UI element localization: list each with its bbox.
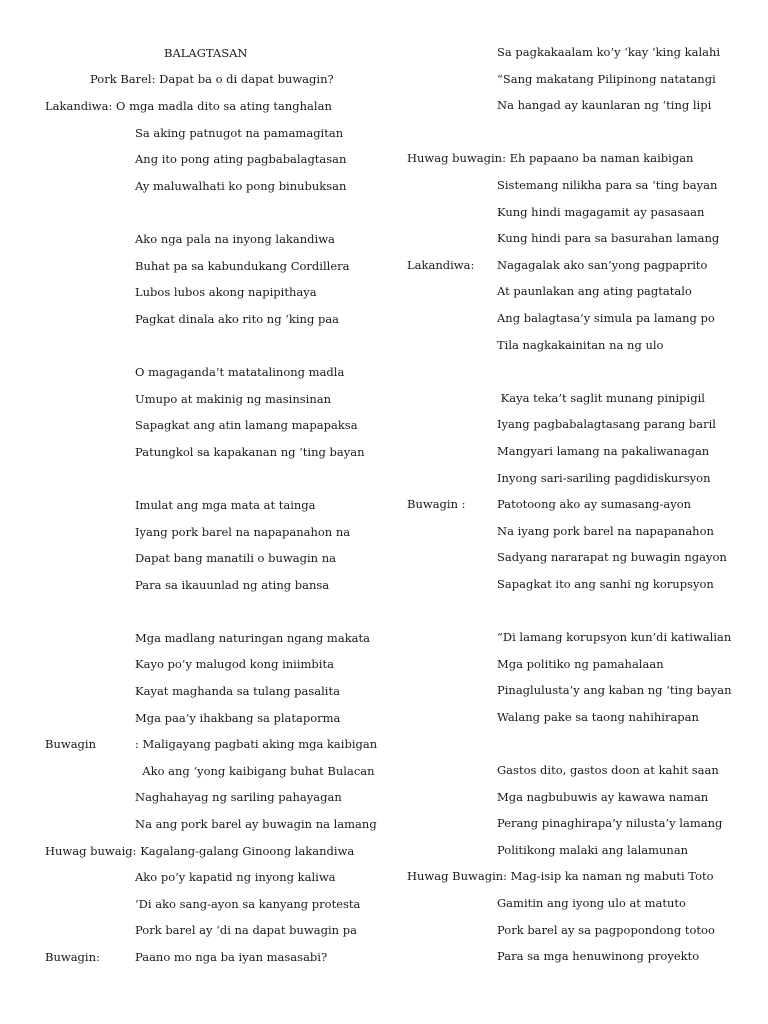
- verse-text: Ako nga pala na inyong lakandiwa: [135, 231, 335, 246]
- verse-text: Mga politiko ng pamahalaan: [497, 656, 664, 671]
- verse-line: [45, 578, 385, 605]
- verse-line: [45, 365, 385, 392]
- verse-line: [45, 817, 385, 844]
- verse-text: Sistemang nilikha para sa ‘ting bayan: [497, 177, 718, 192]
- verse-text: Sapagkat ito ang sanhi ng korupsyon: [497, 576, 714, 591]
- verse-text: Ang ito pong ating pagbabalagtasan: [135, 152, 347, 167]
- verse-text: Politikong malaki ang lalamunan: [497, 842, 689, 857]
- verse-text: Ako po’y kapatid ng inyong kaliwa: [135, 870, 336, 885]
- verse-text: Dapat bang manatili o buwagin na: [135, 551, 336, 566]
- verse-text: Mga madlang naturingan ngang makata: [135, 630, 370, 645]
- verse-text: Paano mo nga ba iyan masasabi?: [135, 950, 328, 964]
- verse-line: [45, 312, 385, 339]
- verse-text: Para sa ikauunlad ng ating bansa: [135, 577, 330, 592]
- speaker-label: Buwagin :: [407, 497, 466, 512]
- verse-line: [45, 205, 385, 232]
- verse-text: Kaya teka’t saglit munang pinipigil: [497, 390, 705, 405]
- left-column: [45, 99, 385, 977]
- document-subtitle: Pork Barel: Dapat ba o di dapat buwagin?: [90, 72, 334, 86]
- verse-text: Patotoong ako ay sumasang-ayon: [497, 497, 692, 512]
- verse-line: [45, 737, 385, 764]
- verse-line: [45, 764, 385, 791]
- verse-text: Ako ang ‘yong kaibigang buhat Bulacan: [135, 763, 375, 778]
- verse-line: [407, 577, 747, 604]
- verse-line: [45, 684, 385, 711]
- right-column: [407, 45, 747, 976]
- verse-line: [45, 232, 385, 259]
- verse-line: [407, 205, 747, 232]
- verse-line: [407, 923, 747, 950]
- verse-line: [45, 790, 385, 817]
- verse-line: [407, 364, 747, 391]
- speaker-label: Lakandiwa:: [407, 257, 475, 272]
- verse-text: Na hangad ay kaunlaran ng ‘ting lipi: [497, 98, 712, 113]
- verse-line: [407, 497, 747, 524]
- verse-line: [407, 444, 747, 471]
- verse-line: [407, 125, 747, 152]
- verse-text: Na ang pork barel ay buwagin na lamang: [135, 817, 377, 832]
- verse-line: [45, 604, 385, 631]
- verse-line: [45, 498, 385, 525]
- verse-text: “Di lamang korupsyon kun’di katiwalian: [497, 630, 732, 645]
- verse-text: “Sang makatang Pilipinong natatangi: [497, 71, 716, 86]
- verse-text: Mangyari lamang na pakaliwanagan: [497, 443, 710, 458]
- verse-text: Sa aking patnugot na pamamagitan: [135, 125, 344, 140]
- verse-line: [407, 417, 747, 444]
- verse-line: [45, 285, 385, 312]
- verse-line-inline: Huwag Buwagin: Mag-isip ka naman ng mabuti Toto: [407, 869, 714, 884]
- verse-text: Pork barel ay sa pagpopondong totoo: [497, 922, 715, 937]
- verse-text: Sadyang nararapat ng buwagin ngayon: [497, 550, 727, 565]
- verse-line: [45, 259, 385, 286]
- verse-line: [45, 525, 385, 552]
- verse-line-inline: Huwag buwagin: Eh papaano ba naman kaibigan: [407, 151, 694, 166]
- verse-line: [407, 683, 747, 710]
- verse-line: [45, 950, 385, 977]
- verse-text: ’Di ako sang-ayon sa kanyang protesta: [135, 896, 361, 911]
- document-title: BALAGTASAN: [164, 46, 248, 60]
- verse-line: [45, 870, 385, 897]
- verse-text: At paunlakan ang ating pagtatalo: [497, 284, 692, 299]
- verse-line: [45, 711, 385, 738]
- verse-line: [407, 178, 747, 205]
- verse-text: Pork barel ay ‘di na dapat buwagin pa: [135, 923, 357, 938]
- verse-text: Iyang pagbabalagtasang parang baril: [497, 417, 716, 432]
- verse-text: Ang balagtasa’y simula pa lamang po: [497, 310, 715, 325]
- verse-text: Mga paa’y ihakbang sa plataporma: [135, 710, 341, 725]
- verse-text: Perang pinaghirapa’y nilusta’y lamang: [497, 816, 723, 831]
- verse-line: [45, 152, 385, 179]
- verse-text: Ay maluwalhati ko pong binubuksan: [135, 178, 347, 193]
- verse-line: [407, 896, 747, 923]
- verse-text: Para sa mga henuwinong proyekto: [497, 949, 700, 964]
- verse-line: [407, 816, 747, 843]
- verse-line: [407, 843, 747, 870]
- verse-text: Buhat pa sa kabundukang Cordillera: [135, 258, 350, 273]
- verse-line: [45, 844, 385, 871]
- verse-line: [407, 98, 747, 125]
- verse-text: Imulat ang mga mata at tainga: [135, 497, 316, 512]
- verse-text: Gastos dito, gastos doon at kahit saan: [497, 763, 719, 778]
- verse-line: [407, 949, 747, 976]
- verse-line: [407, 710, 747, 737]
- verse-text: Pagkat dinala ako rito ng ‘king paa: [135, 311, 340, 326]
- verse-text: Walang pake sa taong nahihirapan: [497, 709, 699, 724]
- verse-line: [407, 258, 747, 285]
- verse-line: [407, 338, 747, 365]
- verse-text: Nagagalak ako san’yong pagpaprito: [497, 257, 708, 272]
- verse-line: [45, 657, 385, 684]
- verse-line: [45, 551, 385, 578]
- verse-text: Lubos lubos akong napipithaya: [135, 285, 317, 300]
- verse-text: Inyong sari-sariling pagdidiskursyon: [497, 470, 711, 485]
- verse-line: [407, 471, 747, 498]
- verse-text: Tila nagkakainitan na ng ulo: [497, 337, 664, 352]
- verse-line: [45, 897, 385, 924]
- verse-text: Naghahayag ng sariling pahayagan: [135, 790, 342, 805]
- verse-line: [407, 311, 747, 338]
- verse-text: Na iyang pork barel na napapanahon: [497, 523, 714, 538]
- verse-text: Kayat maghanda sa tulang pasalita: [135, 684, 340, 699]
- speaker-label: Buwagin: [45, 737, 97, 752]
- verse-line: [407, 603, 747, 630]
- verse-text: Umupo at makinig ng masinsinan: [135, 391, 332, 406]
- verse-line: [407, 151, 747, 178]
- verse-line: [45, 418, 385, 445]
- verse-line: [45, 179, 385, 206]
- verse-line: [45, 338, 385, 365]
- verse-line: [407, 736, 747, 763]
- verse-line-inline: Lakandiwa: O mga madla dito sa ating tanghalan: [45, 99, 332, 113]
- verse-line: [407, 630, 747, 657]
- verse-text: Iyang pork barel na napapanahon na: [135, 524, 351, 539]
- verse-line: [45, 631, 385, 658]
- verse-line: [407, 284, 747, 311]
- verse-text: Patungkol sa kapakanan ng ‘ting bayan: [135, 444, 365, 459]
- verse-text: O magaganda’t matatalinong madla: [135, 364, 345, 379]
- verse-line: [407, 231, 747, 258]
- verse-text: : Maligayang pagbati aking mga kaibigan: [135, 737, 378, 752]
- verse-line: [45, 471, 385, 498]
- verse-line: [407, 790, 747, 817]
- verse-line: [45, 126, 385, 153]
- verse-line: [407, 657, 747, 684]
- verse-line-inline: Huwag buwaig: Kagalang-galang Ginoong lakandiwa: [45, 843, 355, 858]
- verse-line: [407, 524, 747, 551]
- verse-line: [407, 45, 747, 72]
- verse-text: Mga nagbubuwis ay kawawa naman: [497, 789, 709, 804]
- verse-line: [45, 392, 385, 419]
- verse-line: [407, 550, 747, 577]
- verse-line: [407, 763, 747, 790]
- verse-line: [45, 99, 385, 126]
- verse-text: Sapagkat ang atin lamang mapapaksa: [135, 418, 358, 433]
- verse-text: Sa pagkakaalam ko’y ‘kay ‘king kalahi: [497, 45, 721, 59]
- verse-line: [407, 869, 747, 896]
- verse-text: Kung hindi magagamit ay pasasaan: [497, 204, 705, 219]
- verse-text: Kayo po’y malugod kong iniimbita: [135, 657, 334, 672]
- verse-line: [407, 391, 747, 418]
- verse-text: Pinaglulusta’y ang kaban ng ‘ting bayan: [497, 683, 732, 698]
- speaker-label: Buwagin:: [45, 950, 100, 964]
- verse-text: Kung hindi para sa basurahan lamang: [497, 231, 720, 246]
- verse-line: [45, 923, 385, 950]
- verse-line: [407, 72, 747, 99]
- verse-text: Gamitin ang iyong ulo at matuto: [497, 896, 686, 910]
- verse-line: [45, 445, 385, 472]
